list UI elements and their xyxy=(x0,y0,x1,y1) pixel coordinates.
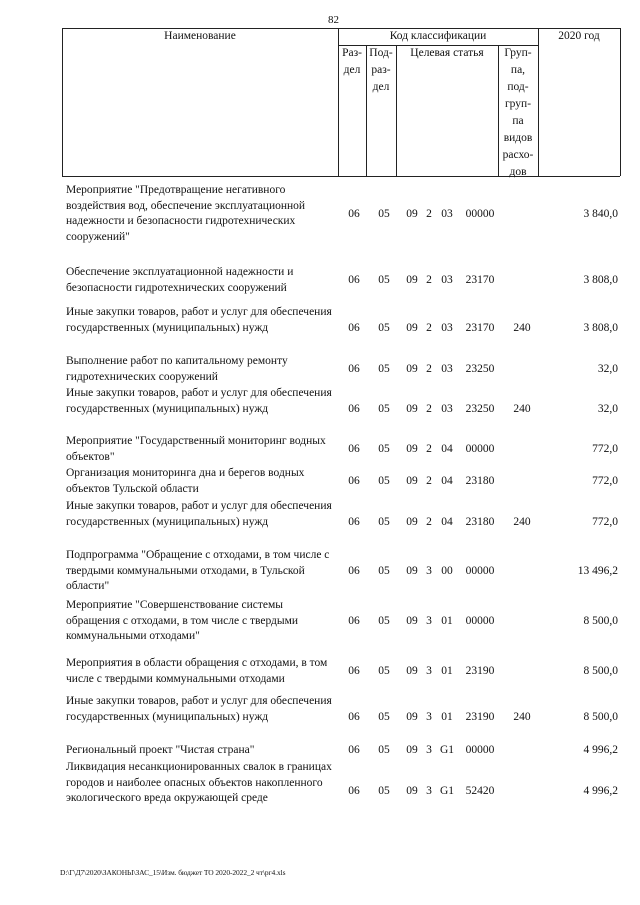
row-target-2: 2 xyxy=(426,208,432,220)
row-target-2: 2 xyxy=(426,274,432,286)
row-target-4: 00000 xyxy=(465,744,495,756)
row-amount: 772,0 xyxy=(592,475,618,487)
row-podrazdel: 05 xyxy=(378,443,390,455)
row-target-3: 03 xyxy=(441,322,453,334)
row-razdel: 06 xyxy=(348,363,360,375)
row-target-3: G1 xyxy=(439,744,455,756)
row-target-2: 2 xyxy=(426,443,432,455)
row-amount: 772,0 xyxy=(592,443,618,455)
row-name: Обеспечение эксплуатационной надежности и безопасности гидротехнических сооружений xyxy=(66,266,294,294)
row-amount: 3 808,0 xyxy=(583,274,618,286)
row-target-1: 09 xyxy=(406,322,418,334)
row-razdel: 06 xyxy=(348,274,360,286)
row-target-4: 52420 xyxy=(465,785,495,797)
row-razdel: 06 xyxy=(348,615,360,627)
row-amount: 772,0 xyxy=(592,516,618,528)
row-podrazdel: 05 xyxy=(378,208,390,220)
row-podrazdel: 05 xyxy=(378,711,390,723)
row-target-2: 3 xyxy=(426,711,432,723)
row-podrazdel: 05 xyxy=(378,475,390,487)
row-razdel: 06 xyxy=(348,443,360,455)
row-target-2: 2 xyxy=(426,475,432,487)
row-amount: 4 996,2 xyxy=(583,744,618,756)
row-razdel: 06 xyxy=(348,475,360,487)
row-target-4: 23170 xyxy=(465,274,495,286)
row-target-2: 3 xyxy=(426,785,432,797)
row-name: Иные закупки товаров, работ и услуг для обеспечения государственных (муниципальных) нужд xyxy=(66,387,332,415)
row-target-3: 03 xyxy=(441,363,453,375)
header-code: Код классификации xyxy=(389,30,487,42)
row-razdel: 06 xyxy=(348,322,360,334)
row-amount: 4 996,2 xyxy=(583,785,618,797)
row-name: Иные закупки товаров, работ и услуг для обеспечения государственных (муниципальных) нужд xyxy=(66,500,332,528)
row-amount: 32,0 xyxy=(597,403,618,415)
file-path-footer: D:\Г\Д7\2020\ЗАКОНЫ\ЗАС_15\Изм. бюджет ТО 2020-2022_2 чт\рг4.xls xyxy=(60,868,286,877)
row-target-1: 09 xyxy=(406,785,418,797)
row-amount: 8 500,0 xyxy=(583,615,618,627)
row-podrazdel: 05 xyxy=(378,785,390,797)
row-target-1: 09 xyxy=(406,516,418,528)
row-target-4: 23250 xyxy=(465,363,495,375)
row-group: 240 xyxy=(513,322,531,334)
row-podrazdel: 05 xyxy=(378,363,390,375)
row-target-4: 23250 xyxy=(465,403,495,415)
row-name: Мероприятие "Совершенствование системы обращения с отходами, в том числе с твердыми коммунальными отходами" xyxy=(66,599,299,642)
row-target-1: 09 xyxy=(406,615,418,627)
row-podrazdel: 05 xyxy=(378,274,390,286)
row-name: Иные закупки товаров, работ и услуг для обеспечения государственных (муниципальных) нужд xyxy=(66,306,332,334)
row-target-4: 23170 xyxy=(465,322,495,334)
table-header xyxy=(62,28,620,176)
row-group: 240 xyxy=(513,403,531,415)
row-name: Мероприятие "Предотвращение негативного воздействия вод, обеспечение эксплуатационной надежности и безопасности гидротехнических сооружений" xyxy=(66,184,306,243)
header-target: Целевая статья xyxy=(410,47,484,59)
row-target-3: 01 xyxy=(441,711,453,723)
row-target-3: 03 xyxy=(441,403,453,415)
row-amount: 8 500,0 xyxy=(583,665,618,677)
row-target-1: 09 xyxy=(406,208,418,220)
row-podrazdel: 05 xyxy=(378,403,390,415)
row-name: Мероприятие "Государственный мониторинг водных объектов" xyxy=(66,435,326,463)
row-target-3: 00 xyxy=(441,565,453,577)
row-podrazdel: 05 xyxy=(378,615,390,627)
row-target-1: 09 xyxy=(406,565,418,577)
row-target-2: 2 xyxy=(426,322,432,334)
row-podrazdel: 05 xyxy=(378,516,390,528)
row-target-4: 00000 xyxy=(465,615,495,627)
row-target-1: 09 xyxy=(406,363,418,375)
row-name: Региональный проект "Чистая страна" xyxy=(66,744,255,756)
row-target-3: 04 xyxy=(441,516,453,528)
row-amount: 3 840,0 xyxy=(583,208,618,220)
row-target-2: 2 xyxy=(426,363,432,375)
row-target-4: 23180 xyxy=(465,475,495,487)
row-razdel: 06 xyxy=(348,744,360,756)
row-podrazdel: 05 xyxy=(378,744,390,756)
row-razdel: 06 xyxy=(348,403,360,415)
row-target-4: 00000 xyxy=(465,443,495,455)
row-razdel: 06 xyxy=(348,565,360,577)
row-name: Ликвидация несанкционированных свалок в границах городов и наиболее опасных объектов накопленного экологического вреда окружающей среде xyxy=(66,761,332,804)
row-target-4: 00000 xyxy=(465,565,495,577)
row-target-3: G1 xyxy=(439,785,455,797)
row-target-3: 04 xyxy=(441,443,453,455)
row-podrazdel: 05 xyxy=(378,322,390,334)
row-target-4: 23180 xyxy=(465,516,495,528)
row-target-4: 23190 xyxy=(465,665,495,677)
row-amount: 32,0 xyxy=(597,363,618,375)
row-amount: 8 500,0 xyxy=(583,711,618,723)
row-target-4: 00000 xyxy=(465,208,495,220)
row-target-2: 2 xyxy=(426,516,432,528)
header-name: Наименование xyxy=(164,30,236,42)
row-name: Выполнение работ по капитальному ремонту гидротехнических сооружений xyxy=(66,355,288,383)
row-razdel: 06 xyxy=(348,208,360,220)
row-amount: 13 496,2 xyxy=(577,565,618,577)
row-target-2: 2 xyxy=(426,403,432,415)
row-razdel: 06 xyxy=(348,665,360,677)
row-name: Мероприятия в области обращения с отходами, в том числе с твердыми коммунальными отходами xyxy=(66,657,328,685)
row-name: Иные закупки товаров, работ и услуг для обеспечения государственных (муниципальных) нужд xyxy=(66,695,332,723)
row-group: 240 xyxy=(513,711,531,723)
row-target-1: 09 xyxy=(406,274,418,286)
header-podrazdel: Под- раз- дел xyxy=(369,47,393,93)
header-year: 2020 год xyxy=(558,30,600,42)
row-razdel: 06 xyxy=(348,785,360,797)
row-target-4: 23190 xyxy=(465,711,495,723)
row-target-2: 3 xyxy=(426,565,432,577)
row-group: 240 xyxy=(513,516,531,528)
row-target-2: 3 xyxy=(426,744,432,756)
page-number: 82 xyxy=(328,14,339,26)
row-target-1: 09 xyxy=(406,403,418,415)
row-target-1: 09 xyxy=(406,711,418,723)
row-name: Организация мониторинга дна и берегов водных объектов Тульской области xyxy=(66,467,305,495)
row-target-1: 09 xyxy=(406,443,418,455)
row-podrazdel: 05 xyxy=(378,665,390,677)
row-target-3: 01 xyxy=(441,615,453,627)
row-razdel: 06 xyxy=(348,711,360,723)
row-target-3: 01 xyxy=(441,665,453,677)
row-target-3: 04 xyxy=(441,475,453,487)
row-podrazdel: 05 xyxy=(378,565,390,577)
row-target-3: 03 xyxy=(441,274,453,286)
row-target-1: 09 xyxy=(406,665,418,677)
header-group: Груп- па, под- груп- па видов расхо- дов xyxy=(502,47,534,178)
header-razdel: Раз- дел xyxy=(342,47,362,76)
row-target-2: 3 xyxy=(426,615,432,627)
row-target-1: 09 xyxy=(406,744,418,756)
row-amount: 3 808,0 xyxy=(583,322,618,334)
row-razdel: 06 xyxy=(348,516,360,528)
row-target-3: 03 xyxy=(441,208,453,220)
row-target-1: 09 xyxy=(406,475,418,487)
row-target-2: 3 xyxy=(426,665,432,677)
row-name: Подпрограмма "Обращение с отходами, в том числе с твердыми коммунальными отходами, в Тульской области" xyxy=(66,549,330,592)
